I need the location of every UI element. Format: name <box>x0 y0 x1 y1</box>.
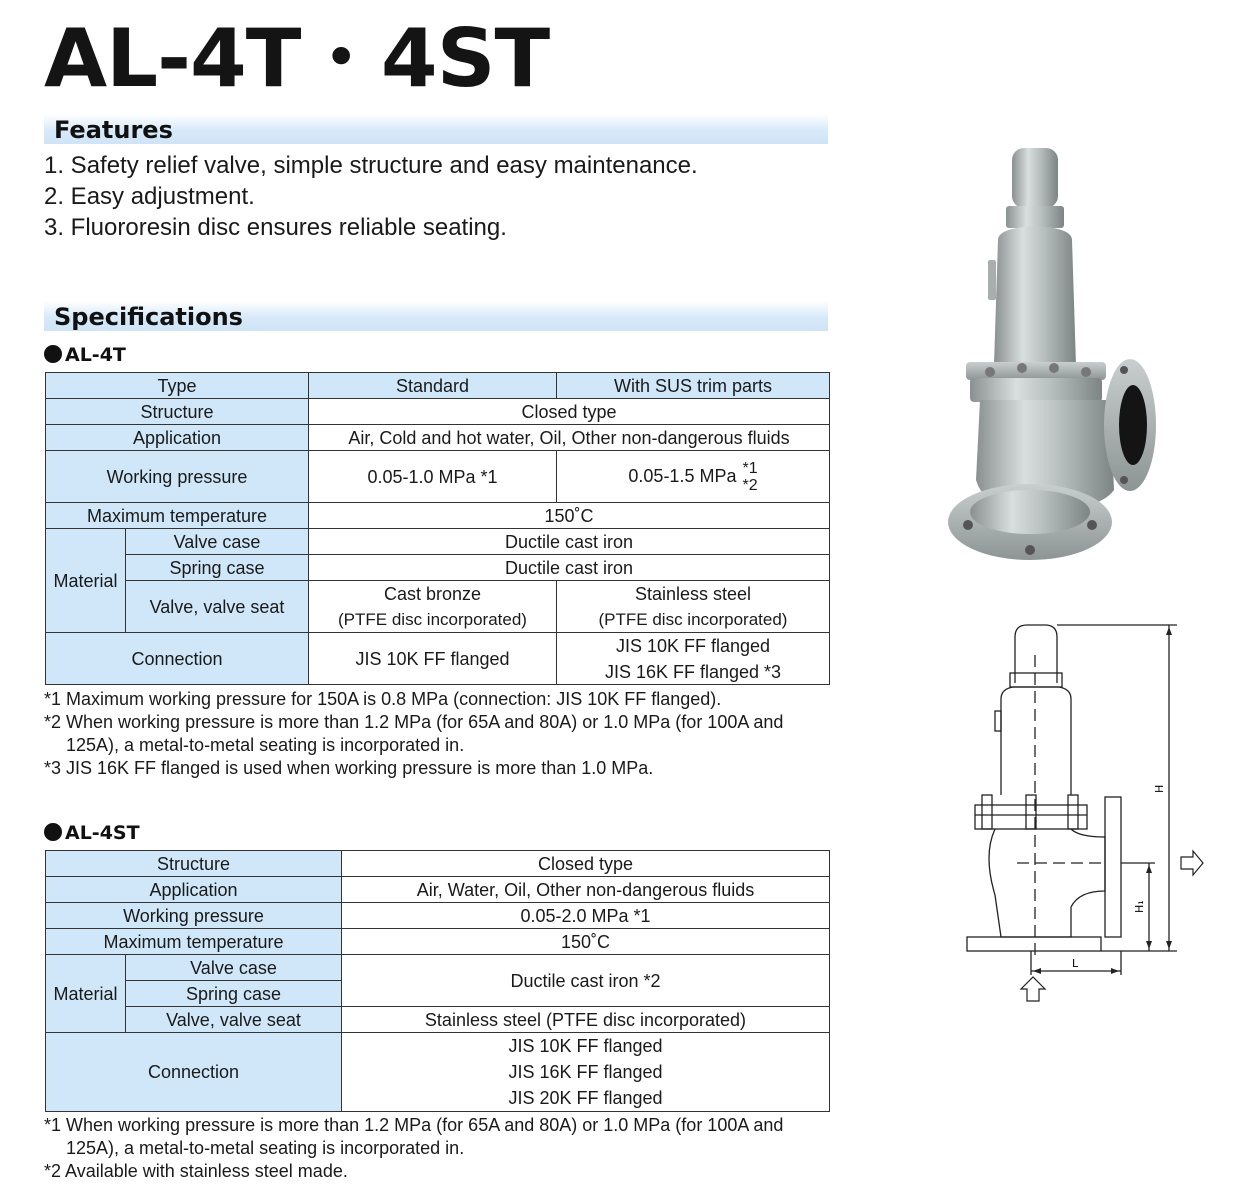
connection-values <box>342 1033 830 1112</box>
application-label: Application <box>46 877 342 903</box>
page-title: AL-4T・4ST <box>44 12 550 105</box>
valve-case-label: Valve case <box>126 955 342 981</box>
temp-label: Maximum temperature <box>46 503 309 529</box>
table-row <box>46 581 830 633</box>
valve-seat-sus-main: Stainless steel <box>634 583 752 604</box>
valve-seat-label: Valve, valve seat <box>126 581 309 633</box>
outlet-arrow-icon <box>1181 851 1203 875</box>
structure-label: Structure <box>46 851 342 877</box>
valve-photo <box>930 140 1160 570</box>
pressure-label: Working pressure <box>46 903 342 929</box>
al4st-spec-table <box>45 850 830 1112</box>
al4st-heading <box>44 822 140 844</box>
table-row <box>46 451 830 503</box>
valve-seat-sus <box>557 581 830 633</box>
material-label: Material <box>46 529 126 633</box>
feature-item: 3. Fluororesin disc ensures reliable seating. <box>44 214 507 241</box>
table-row <box>46 529 830 555</box>
table-row <box>46 399 830 425</box>
feature-item: 1. Safety relief valve, simple structure and easy maintenance. <box>44 152 698 179</box>
application-value: Air, Cold and hot water, Oil, Other non-dangerous fluids <box>309 425 830 451</box>
temp-label: Maximum temperature <box>46 929 342 955</box>
structure-value: Closed type <box>309 399 830 425</box>
col-standard: Standard <box>309 373 557 399</box>
al4st-notes <box>44 1114 834 1183</box>
table-row <box>46 1033 830 1112</box>
dim-h-label: H <box>1153 784 1166 793</box>
specifications-heading: Specifications <box>54 303 243 331</box>
pressure-sus-value: 0.05-1.5 MPa <box>628 465 737 486</box>
features-list <box>44 150 698 243</box>
dimension-drawing <box>955 615 1205 1005</box>
valve-seat-standard <box>309 581 557 633</box>
spring-case-label: Spring case <box>126 555 309 581</box>
material-label: Material <box>46 955 126 1033</box>
connection-sus-2: JIS 16K FF flanged *3 <box>604 661 782 682</box>
valve-seat-label: Valve, valve seat <box>126 1007 342 1033</box>
al4t-label: AL-4T <box>65 344 126 366</box>
pressure-standard: 0.05-1.0 MPa *1 <box>309 451 557 503</box>
connection-value: JIS 16K FF flanged <box>508 1062 663 1082</box>
valve-case-label: Valve case <box>126 529 309 555</box>
specifications-heading-bar <box>44 301 828 331</box>
dim-h1-label: H₁ <box>1133 900 1146 913</box>
features-heading-bar <box>44 114 828 144</box>
footnote: *2 Available with stainless steel made. <box>44 1161 348 1181</box>
pressure-sus-note1: *1 <box>742 459 758 477</box>
connection-standard: JIS 10K FF flanged <box>309 633 557 685</box>
structure-label: Structure <box>46 399 309 425</box>
footnote: *3 JIS 16K FF flanged is used when working pressure is more than 1.0 MPa. <box>44 758 654 778</box>
table-row <box>46 851 830 877</box>
al4t-heading <box>44 344 126 366</box>
table-row <box>46 955 830 981</box>
footnote: *2 When working pressure is more than 1.2 MPa (for 65A and 80A) or 1.0 MPa (for 100A and 125A), a metal-to-metal seating is incorporated in. <box>44 712 784 755</box>
structure-value: Closed type <box>342 851 830 877</box>
table-row <box>46 929 830 955</box>
col-sus-trim: With SUS trim parts <box>557 373 830 399</box>
temp-value: 150˚C <box>309 503 830 529</box>
al4t-spec-table <box>45 372 830 685</box>
pressure-value: 0.05-2.0 MPa *1 <box>342 903 830 929</box>
al4st-label: AL-4ST <box>65 822 140 844</box>
connection-sus-1: JIS 10K FF flanged <box>615 635 771 656</box>
footnote: *1 When working pressure is more than 1.2 MPa (for 65A and 80A) or 1.0 MPa (for 100A and 125A), a metal-to-metal seating is incorporated in. <box>44 1115 784 1158</box>
valve-seat-standard-main: Cast bronze <box>383 583 482 604</box>
temp-value: 150˚C <box>342 929 830 955</box>
inlet-arrow-icon <box>1021 977 1045 1001</box>
table-row <box>46 903 830 929</box>
valve-seat-standard-sub: (PTFE disc incorporated) <box>338 609 527 629</box>
bullet-dot-icon <box>44 345 62 363</box>
pressure-label: Working pressure <box>46 451 309 503</box>
case-value: Ductile cast iron *2 <box>342 955 830 1007</box>
features-heading: Features <box>54 116 173 144</box>
dim-l-label: L <box>1072 957 1079 970</box>
connection-sus <box>557 633 830 685</box>
table-row <box>46 1007 830 1033</box>
table-row <box>46 877 830 903</box>
application-value: Air, Water, Oil, Other non-dangerous fluids <box>342 877 830 903</box>
table-row <box>46 373 830 399</box>
table-row <box>46 633 830 685</box>
pressure-sus-note2: *2 <box>742 476 758 494</box>
type-label: Type <box>46 373 309 399</box>
connection-label: Connection <box>46 633 309 685</box>
connection-value: JIS 20K FF flanged <box>508 1088 663 1108</box>
table-row <box>46 555 830 581</box>
bullet-dot-icon <box>44 823 62 841</box>
connection-label: Connection <box>46 1033 342 1112</box>
pressure-sus <box>557 451 830 503</box>
spring-case-value: Ductile cast iron <box>309 555 830 581</box>
pressure-sus-notes <box>742 460 757 494</box>
connection-value: JIS 10K FF flanged <box>508 1036 663 1056</box>
valve-case-value: Ductile cast iron <box>309 529 830 555</box>
valve-seat-sus-sub: (PTFE disc incorporated) <box>598 609 788 629</box>
table-row <box>46 425 830 451</box>
application-label: Application <box>46 425 309 451</box>
al4t-notes <box>44 688 834 780</box>
footnote: *1 Maximum working pressure for 150A is 0.8 MPa (connection: JIS 10K FF flanged). <box>44 689 722 709</box>
table-row <box>46 503 830 529</box>
valve-seat-value: Stainless steel (PTFE disc incorporated) <box>342 1007 830 1033</box>
spring-case-label: Spring case <box>126 981 342 1007</box>
feature-item: 2. Easy adjustment. <box>44 183 255 210</box>
